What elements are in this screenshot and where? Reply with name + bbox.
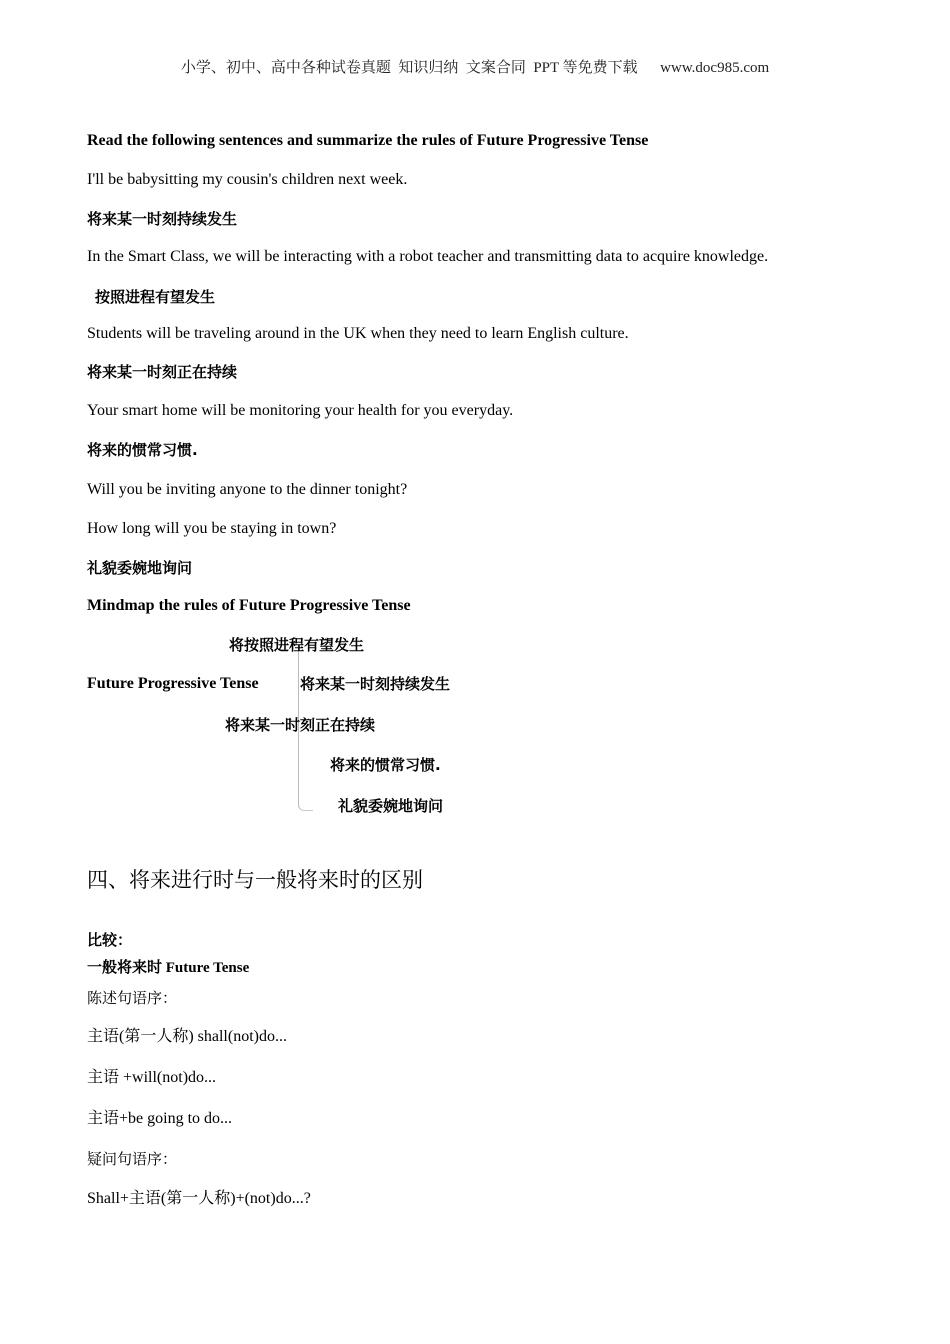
mindmap-node-3: 将来某一时刻正在持续	[225, 716, 376, 734]
declarative-rule-1: 主语(第一人称) shall(not)do...	[87, 1028, 287, 1045]
example-sentence-4: Your smart home will be monitoring your health for you everyday.	[87, 402, 514, 419]
mindmap-node-4: 将来的惯常习惯.	[330, 756, 441, 774]
rule-label-2: 按照进程有望发生	[95, 288, 216, 306]
rule-label-3: 将来某一时刻正在持续	[87, 363, 238, 381]
declarative-rule-2: 主语 +will(not)do...	[87, 1069, 217, 1086]
example-sentence-1: I'll be babysitting my cousin's children next week.	[87, 171, 408, 188]
rule-label-4: 将来的惯常习惯.	[87, 441, 198, 459]
rule-label-1: 将来某一时刻持续发生	[87, 210, 238, 228]
mindmap-node-2: 将来某一时刻持续发生	[300, 675, 451, 693]
interrogative-label: 疑问句语序：	[87, 1150, 178, 1168]
declarative-rule-3: 主语+be going to do...	[87, 1110, 233, 1127]
example-sentence-5: Will you be inviting anyone to the dinner tonight?	[87, 481, 408, 498]
interrogative-rule-1: Shall+主语(第一人称)+(not)do...?	[87, 1190, 311, 1207]
future-tense-label: 一般将来时 Future Tense	[87, 960, 250, 976]
example-sentence-2: In the Smart Class, we will be interacting with a robot teacher and transmitting data to acquire knowledge.	[87, 248, 769, 265]
example-sentence-3: Students will be traveling around in the UK when they need to learn English culture.	[87, 325, 629, 342]
mindmap-title: Mindmap the rules of Future Progressive Tense	[87, 597, 411, 614]
compare-label: 比较：	[87, 931, 133, 949]
page-header: 小学、初中、高中各种试卷真题 知识归纳 文案合同 PPT 等免费下载 www.doc985.com	[180, 60, 770, 76]
task-title: Read the following sentences and summarize the rules of Future Progressive Tense	[87, 132, 649, 149]
mindmap-node-1: 将按照进程有望发生	[229, 636, 365, 654]
section-heading: 四、将来进行时与一般将来时的区别	[87, 868, 423, 892]
rule-label-5: 礼貌委婉地询问	[87, 559, 193, 577]
declarative-label: 陈述句语序：	[87, 989, 178, 1007]
mindmap-root: Future Progressive Tense	[87, 675, 259, 692]
mindmap-node-5: 礼貌委婉地询问	[338, 797, 444, 815]
example-sentence-6: How long will you be staying in town?	[87, 520, 337, 537]
